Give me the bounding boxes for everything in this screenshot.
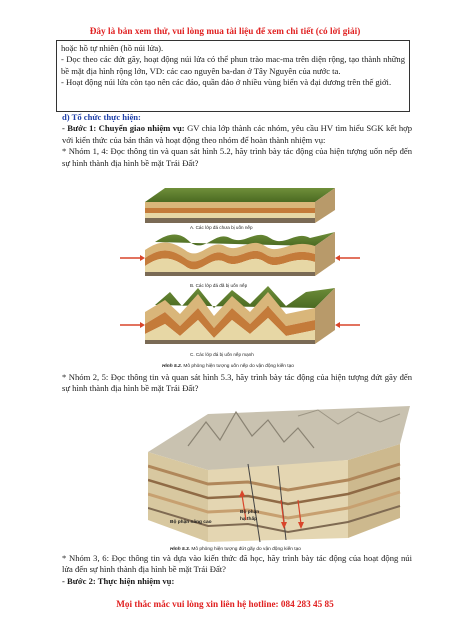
step2-label: - Bước 2: Thực hiện nhiệm vụ: — [62, 575, 175, 586]
step1-label: - Bước 1: Chuyển giao nhiệm vụ: — [62, 123, 185, 134]
box-line: hoặc hồ tự nhiên (hồ núi lửa). — [61, 43, 164, 53]
fig-label-a: A. Các lớp đá chưa bị uốn nếp — [190, 225, 253, 230]
box-line: - Hoạt động núi lửa còn tạo nên các đảo, quần đảo ở nhiều vùng biển và đại dương trên thế giới. — [61, 77, 392, 88]
label-lowered-block-line2: hạ thấp — [240, 517, 258, 522]
group1-paragraph: * Nhóm 1, 4: Đọc thông tin và quan sát hình 5.2, hãy trình bày tác động của hiện tượng uốn nếp đến sự hình thành địa hình bề mặt Trái Đất? — [62, 146, 412, 168]
figure-folding — [110, 180, 370, 370]
instructions-block — [62, 112, 412, 169]
content-box — [56, 40, 410, 112]
figure-5-2-caption — [162, 364, 294, 369]
block-a — [145, 188, 335, 223]
figure-5-2-number: Hình 5.2. — [162, 364, 182, 369]
group3-block — [62, 553, 412, 587]
group2-paragraph: * Nhóm 2, 5: Đọc thông tin và quan sát hình 5.3, hãy trình bày tác động của hiện tượng đứt gãy đến sự hình thành địa hình bề mặt Trái Đất? — [62, 372, 412, 394]
group2-block — [62, 372, 412, 395]
hotline-banner: Mọi thắc mắc vui lòng xin liên hệ hotline: 084 283 45 85 — [116, 599, 334, 609]
figure-5-3-caption — [170, 547, 301, 552]
box-line: - Dọc theo các đứt gãy, hoạt động núi lửa có thể phun trào mac-ma trên diện rộng, tạo thành những bề mặt địa hình rộng lớn, VD: các cao nguyên ba-dan ở Tây Nguyên của nước ta. — [61, 54, 405, 76]
label-raised-block: Bộ phận nâng cao — [170, 520, 212, 525]
step1-text: GV chia lớp thành các nhóm, yêu cầu HV tìm hiểu SGK kết hợp với kiến thức của bản thân và hoạt động theo nhóm để hoàn thành nhiệm vụ: — [62, 123, 412, 145]
label-lowered-block-line1: Bộ phận — [240, 510, 260, 515]
block-c — [120, 286, 360, 344]
block-b — [120, 232, 360, 276]
figure-5-3-number: Hình 5.3. — [170, 547, 190, 552]
figure-5-2-text: Mô phỏng hiện tượng uốn nếp do vận động kiến tạo — [182, 364, 294, 369]
step1-paragraph — [62, 123, 412, 146]
figure-5-3-text: Mô phỏng hiện tượng đứt gãy do vận động kiến tạo — [190, 547, 301, 552]
preview-banner: Đây là bản xem thử, vui lòng mua tài liệu để xem chi tiết (có lời giải) — [89, 26, 361, 36]
group3-paragraph: * Nhóm 3, 6: Đọc thông tin và dựa vào kiến thức đã học, hãy trình bày tác động của hoạt động núi lửa đến sự hình thành địa hình bề mặt Trái Đất? — [62, 553, 412, 575]
fig-label-c: C. Các lớp đá bị uốn nếp mạnh — [190, 352, 254, 357]
fig-label-b: B. Các lớp đá đã bị uốn nếp — [190, 283, 248, 288]
section-heading: d) Tổ chức thực hiện: — [62, 112, 141, 122]
